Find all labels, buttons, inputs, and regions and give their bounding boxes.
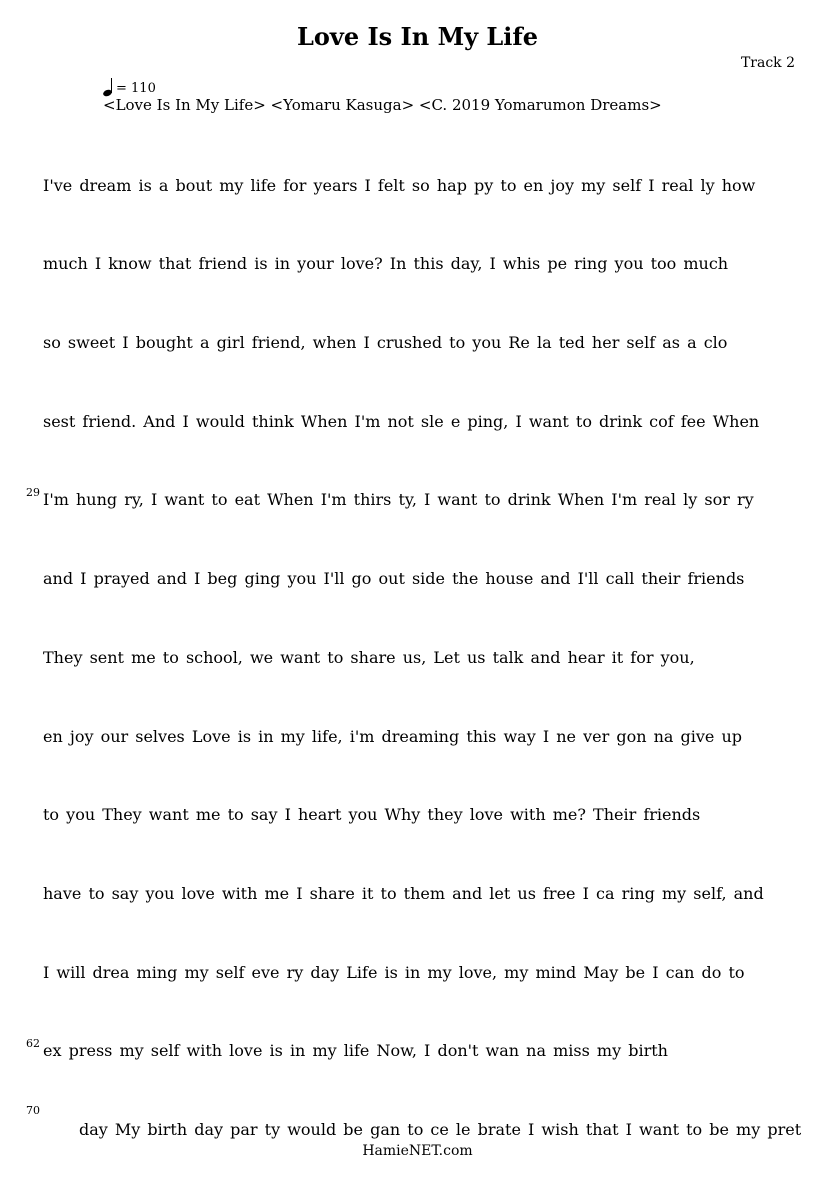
lyric-line (0, 648, 835, 670)
lyric-text: ex press my self with love is in my life Now, I don't wan na miss my birth (43, 1041, 668, 1060)
lyric-line (0, 805, 835, 827)
lyric-line (0, 1104, 835, 1142)
lyric-text: so sweet I bought a girl friend, when I crushed to you Re la ted her self as a clo (43, 333, 728, 352)
lyric-text: and I prayed and I beg ging you I'll go out side the house and I'll call their friends (43, 569, 745, 588)
lyric-text: to you They want me to say I heart you Why they love with me? Their friends (43, 805, 701, 824)
lyric-text: I'm hung ry, I want to eat When I'm thirs ty, I want to drink When I'm real ly sor ry (43, 490, 754, 509)
lyric-line (0, 333, 835, 355)
quarter-note-stem (111, 78, 112, 93)
lyric-text: I've dream is a bout my life for years I felt so hap py to en joy my self I real ly how (43, 176, 756, 195)
song-title: Love Is In My Life (296, 22, 539, 51)
lyric-text: much I know that friend is in your love? In this day, I whis pe ring you too much (43, 254, 729, 273)
lyric-line (0, 254, 835, 276)
lyric-line (0, 727, 835, 749)
lyric-text: I will drea ming my self eve ry day Life is in my love, my mind May be I can do to (43, 963, 745, 982)
lyric-line (0, 176, 835, 198)
footer-credit: HamieNET.com (362, 1143, 473, 1159)
lyric-line (0, 963, 835, 985)
lyric-line (0, 486, 835, 512)
tempo-value: = 110 (116, 81, 156, 96)
measure-number: 70 (26, 1104, 40, 1117)
song-subtitle: <Love Is In My Life> <Yomaru Kasuga> <C. 2019 Yomarumon Dreams> (103, 96, 662, 114)
lyric-text: day My birth day par ty would be gan to ce le brate I wish that I want to be my pret (79, 1120, 802, 1139)
lyric-line (0, 1037, 835, 1063)
track-label: Track 2 (740, 55, 795, 71)
measure-number: 29 (26, 486, 40, 499)
lyric-line (0, 884, 835, 906)
lyric-text: They sent me to school, we want to share us, Let us talk and hear it for you, (43, 648, 695, 667)
lyric-line (0, 569, 835, 591)
lyric-line (0, 412, 835, 434)
lyric-text: sest friend. And I would think When I'm not sle e ping, I want to drink cof fee When (43, 412, 760, 431)
measure-number: 62 (26, 1037, 40, 1050)
lyric-text: have to say you love with me I share it to them and let us free I ca ring my self, and (43, 884, 764, 903)
lyric-text: en joy our selves Love is in my life, i'm dreaming this way I ne ver gon na give up (43, 727, 743, 746)
